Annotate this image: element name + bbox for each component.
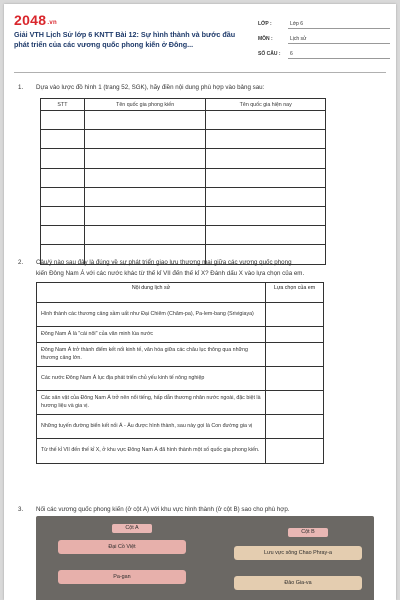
choice-cell[interactable] [266,327,324,343]
table-cell[interactable] [41,149,85,168]
question-text: Dựa vào lược đồ hình 1 (trang 52, SGK), hãy điền nội dung phù hợp vào bảng sau: [36,84,265,91]
table-row [37,439,324,464]
question-number: 3. [18,506,24,513]
logo-suffix: .vn [47,20,57,26]
statement-text: Các nước Đông Nam Á lục địa phát triển chủ yếu kinh tế nông nghiệp [37,367,266,391]
meta-row-count [258,48,390,63]
option-b-2[interactable]: Đảo Gia-va [234,576,362,590]
document-page [4,4,396,600]
meta-key: SỐ CÂU : [258,51,281,57]
option-a-1[interactable]: Đại Cồ Việt [58,540,186,554]
table-cell[interactable] [206,130,326,149]
table-cell[interactable] [84,111,206,130]
option-b-1[interactable]: Lưu vực sông Chao Phray-a [234,546,362,560]
meta-underline [288,58,390,59]
site-logo[interactable] [14,12,57,28]
table-cell[interactable] [206,111,326,130]
choice-cell[interactable] [266,391,324,415]
column-b-label: Cột B [288,528,328,537]
question-3 [18,504,388,516]
table-countries [40,98,326,265]
matching-exercise-image [36,516,374,600]
table-cell[interactable] [206,168,326,187]
question-1 [18,82,388,94]
table-row [41,206,326,225]
table-cell[interactable] [206,226,326,245]
table-row [37,303,324,327]
meta-row-subject [258,33,390,48]
meta-row-class [258,18,390,33]
question-text-line-1: Câu/ý nào sau đây là đúng về sự phát triển giao lưu thương mại giữa các vương quốc phong [36,259,292,266]
document-title: Giải VTH Lịch Sử lớp 6 KNTT Bài 12: Sự hình thành và bước đầu phát triển của các vương quốc phong kiến ở Đông... [14,30,236,49]
statement-text: Những tuyến đường biển kết nối Á - Âu được hình thành, sau này gọi là Con đường gia vị [37,415,266,439]
table-row [41,111,326,130]
table-row [37,327,324,343]
choice-cell[interactable] [266,439,324,464]
meta-underline [288,28,390,29]
statement-text: Các sản vật của Đông Nam Á trở nên nổi tiếng, hấp dẫn thương nhân nước ngoài, đặc biệt là hương liệu và gia vị. [37,391,266,415]
statement-text: Từ thế kỉ VII đến thế kỉ X, ở khu vực Đông Nam Á đã hình thành một số quốc gia phong kiến. [37,439,266,464]
table-cell[interactable] [84,168,206,187]
table-row [37,343,324,367]
meta-value: Lớp 6 [290,21,304,27]
table-row [37,367,324,391]
table-cell[interactable] [41,187,85,206]
question-text: Nối các vương quốc phong kiến (ở cột A) với khu vực hình thành (ở cột B) sao cho phù hợp. [36,506,290,513]
question-2 [18,257,388,281]
table-row [41,187,326,206]
question-number: 1. [18,84,24,91]
meta-key: MÔN : [258,36,273,42]
table-cell[interactable] [84,206,206,225]
column-header: Lựa chọn của em [266,283,324,303]
table-row [37,415,324,439]
question-text-line-2: kiến Đông Nam Á với các nước khác từ thế kỉ VII đến thế kỉ X? Đánh dấu X vào lựa chọn của em. [36,270,305,277]
meta-key: LỚP : [258,21,272,27]
table-cell[interactable] [206,187,326,206]
table-trade-statements [36,282,324,464]
statement-text: Đông Nam Á trở thành điểm kết nối kinh tế, văn hóa giữa các châu lục thông qua những thương cảng lớn. [37,343,266,367]
table-row [41,226,326,245]
choice-cell[interactable] [266,367,324,391]
table-cell[interactable] [84,226,206,245]
meta-value: 6 [290,51,293,57]
option-a-2[interactable]: Pa-gan [58,570,186,584]
logo-text: 2048 [14,12,47,28]
table-row [41,168,326,187]
table-cell[interactable] [41,206,85,225]
table-cell[interactable] [41,130,85,149]
table-cell[interactable] [41,168,85,187]
meta-info [258,18,390,63]
header-divider [14,72,386,73]
statement-text: Hình thành các thương cảng sầm uất như Đại Chiêm (Chăm-pa), Pa-lem-bang (Srivigiaya) [37,303,266,327]
table-cell[interactable] [41,226,85,245]
table-cell[interactable] [84,149,206,168]
document-header [14,12,386,68]
table-cell[interactable] [206,149,326,168]
meta-value: Lịch sử [290,36,307,42]
choice-cell[interactable] [266,415,324,439]
table-cell[interactable] [84,187,206,206]
column-header: Tên quốc gia phong kiến [84,99,206,111]
table-row [41,130,326,149]
column-header: Nội dung lịch sử [37,283,266,303]
table-cell[interactable] [206,206,326,225]
table-row [37,391,324,415]
column-a-label: Cột A [112,524,152,533]
statement-text: Đông Nam Á là "cái nôi" của văn minh lúa nước [37,327,266,343]
question-number: 2. [18,259,24,266]
choice-cell[interactable] [266,303,324,327]
column-header: Tên quốc gia hiện nay [206,99,326,111]
meta-underline [288,43,390,44]
table-row [41,149,326,168]
table-cell[interactable] [41,111,85,130]
choice-cell[interactable] [266,343,324,367]
table-cell[interactable] [84,130,206,149]
column-header: STT [41,99,85,111]
